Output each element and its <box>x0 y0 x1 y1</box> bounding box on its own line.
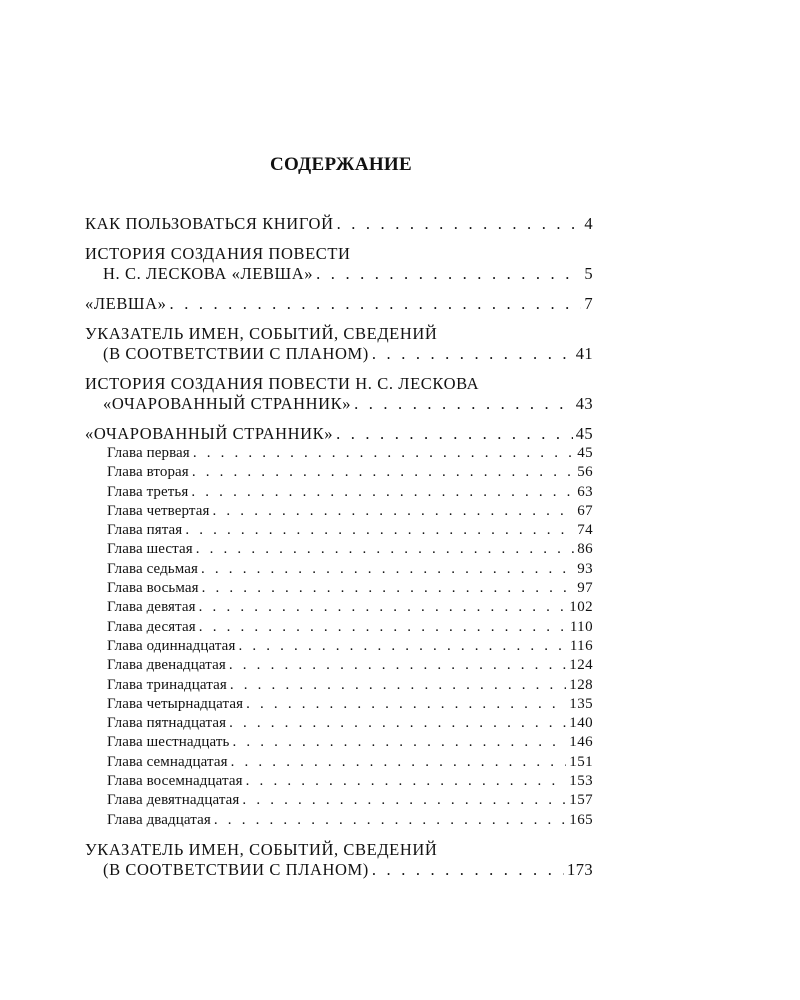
dot-leader <box>230 676 566 695</box>
chapter-label: Глава третья <box>107 483 189 500</box>
dot-leader <box>242 791 566 810</box>
chapter-label: Глава семнадцатая <box>107 753 228 770</box>
chapter-item[interactable] <box>85 483 593 502</box>
dot-leader <box>246 772 567 791</box>
toc-entry-history-levsha[interactable] <box>85 264 593 284</box>
chapter-label: Глава четырнадцатая <box>107 695 244 712</box>
toc-entry-label: «ОЧАРОВАННЫЙ СТРАННИК» <box>103 394 352 413</box>
chapter-label: Глава девятая <box>107 599 196 616</box>
chapter-label: Глава одиннадцатая <box>107 637 236 654</box>
toc-entry-label: (В СООТВЕТСТВИИ С ПЛАНОМ) <box>103 344 369 363</box>
toc-entry-history-wanderer[interactable] <box>85 394 593 414</box>
chapter-item[interactable] <box>85 791 593 810</box>
toc-entry-line <box>85 324 593 344</box>
chapter-item[interactable] <box>85 521 593 540</box>
dot-leader <box>199 618 567 637</box>
dot-leader <box>185 521 574 540</box>
dot-leader <box>316 264 581 284</box>
chapter-item[interactable] <box>85 598 593 617</box>
chapter-item[interactable] <box>85 772 593 791</box>
toc-entry-line <box>85 374 593 394</box>
chapter-item[interactable] <box>85 540 593 559</box>
chapter-item[interactable] <box>85 637 593 656</box>
chapter-page: 93 <box>577 560 593 577</box>
dot-leader <box>238 637 566 656</box>
chapter-item[interactable] <box>85 579 593 598</box>
chapter-label: Глава тринадцатая <box>107 676 227 693</box>
chapter-item[interactable] <box>85 444 593 463</box>
dot-leader <box>192 463 574 482</box>
chapter-page: 146 <box>569 734 593 751</box>
dot-leader <box>201 560 574 579</box>
chapter-item[interactable] <box>85 656 593 675</box>
dot-leader <box>232 733 566 752</box>
toc-entry-label: ИСТОРИЯ СОЗДАНИЯ ПОВЕСТИ <box>85 244 351 263</box>
chapter-item[interactable] <box>85 714 593 733</box>
chapter-item[interactable] <box>85 502 593 521</box>
toc-entry-label: «ОЧАРОВАННЫЙ СТРАННИК» <box>85 424 334 443</box>
toc-entry-page: 7 <box>584 294 593 313</box>
chapter-list <box>85 444 593 830</box>
chapter-label: Глава пятнадцатая <box>107 715 227 732</box>
dot-leader <box>170 294 582 314</box>
chapter-page: 74 <box>577 522 593 539</box>
chapter-label: Глава первая <box>107 445 190 461</box>
chapter-label: Глава четвертая <box>107 502 210 519</box>
dot-leader <box>193 444 574 463</box>
chapter-page: 86 <box>577 541 593 558</box>
toc-entry-label: ИСТОРИЯ СОЗДАНИЯ ПОВЕСТИ Н. С. ЛЕСКОВА <box>85 374 480 393</box>
toc-entry-page: 4 <box>584 214 593 233</box>
dot-leader <box>229 714 566 733</box>
toc-entry-label: «ЛЕВША» <box>85 294 167 313</box>
chapter-page: 67 <box>577 502 593 519</box>
table-of-contents <box>85 214 593 880</box>
dot-leader <box>372 344 573 364</box>
toc-entry-page: 41 <box>575 344 593 363</box>
chapter-item[interactable] <box>85 463 593 482</box>
chapter-label: Глава седьмая <box>107 560 198 577</box>
dot-leader <box>229 656 566 675</box>
toc-entry-wanderer[interactable] <box>85 424 593 444</box>
toc-entry-how-to-use[interactable] <box>85 214 593 234</box>
toc-entry-label: (В СООТВЕТСТВИИ С ПЛАНОМ) <box>103 859 369 879</box>
chapter-item[interactable] <box>85 618 593 637</box>
chapter-page: 128 <box>569 676 593 693</box>
toc-entry-label: Н. С. ЛЕСКОВА «ЛЕВША» <box>103 264 314 283</box>
chapter-page: 135 <box>569 695 593 712</box>
chapter-page: 102 <box>569 599 593 616</box>
chapter-page: 56 <box>577 464 593 481</box>
dot-leader <box>337 214 582 234</box>
chapter-page: 157 <box>569 792 593 809</box>
toc-entry-label: УКАЗАТЕЛЬ ИМЕН, СОБЫТИЙ, СВЕДЕНИЙ <box>85 324 438 343</box>
toc-entry-page: 43 <box>575 394 593 413</box>
dot-leader <box>214 811 566 830</box>
toc-entry-line <box>85 244 593 264</box>
chapter-page: 97 <box>577 580 593 597</box>
chapter-page: 153 <box>569 773 593 790</box>
chapter-item[interactable] <box>85 560 593 579</box>
toc-entry-page: 5 <box>584 264 593 283</box>
dot-leader <box>372 860 564 880</box>
toc-entry-index-1[interactable] <box>85 344 593 364</box>
chapter-label: Глава шестнадцать <box>107 734 230 751</box>
chapter-label: Глава двенадцатая <box>107 657 226 674</box>
dot-leader <box>191 483 574 502</box>
chapter-page: 116 <box>569 637 593 654</box>
chapter-page: 124 <box>569 657 593 674</box>
chapter-item[interactable] <box>85 695 593 714</box>
dot-leader <box>246 695 566 714</box>
chapter-page: 45 <box>577 445 593 461</box>
chapter-page: 110 <box>569 618 593 635</box>
chapter-label: Глава пятая <box>107 522 183 539</box>
dot-leader <box>231 753 567 772</box>
toc-entry-label: КАК ПОЛЬЗОВАТЬСЯ КНИГОЙ <box>85 214 334 233</box>
chapter-label: Глава девятнадцатая <box>107 792 240 809</box>
dot-leader <box>354 394 573 414</box>
chapter-page: 63 <box>577 483 593 500</box>
toc-entry-label: УКАЗАТЕЛЬ ИМЕН, СОБЫТИЙ, СВЕДЕНИЙ <box>85 839 438 859</box>
chapter-item[interactable] <box>85 676 593 695</box>
page-title: СОДЕРЖАНИЕ <box>270 154 412 175</box>
chapter-item[interactable] <box>85 753 593 772</box>
chapter-label: Глава восемнадцатая <box>107 773 243 790</box>
chapter-label: Глава двадцатая <box>107 811 211 828</box>
chapter-item[interactable] <box>85 811 593 830</box>
chapter-label: Глава шестая <box>107 541 193 558</box>
toc-entry-page: 45 <box>575 424 593 443</box>
dot-leader <box>336 424 573 444</box>
chapter-page: 165 <box>569 811 593 828</box>
chapter-item[interactable] <box>85 733 593 752</box>
chapter-page: 151 <box>569 753 593 770</box>
dot-leader <box>213 502 575 521</box>
toc-entry-line <box>85 840 593 860</box>
toc-entry-page: 173 <box>567 859 593 879</box>
chapter-label: Глава десятая <box>107 618 196 635</box>
chapter-label: Глава вторая <box>107 464 189 481</box>
dot-leader <box>199 598 567 617</box>
toc-entry-levsha[interactable] <box>85 294 593 314</box>
dot-leader <box>196 540 574 559</box>
chapter-label: Глава восьмая <box>107 580 199 597</box>
chapter-page: 140 <box>569 715 593 732</box>
dot-leader <box>202 579 575 598</box>
toc-entry-index-2[interactable] <box>85 860 593 880</box>
